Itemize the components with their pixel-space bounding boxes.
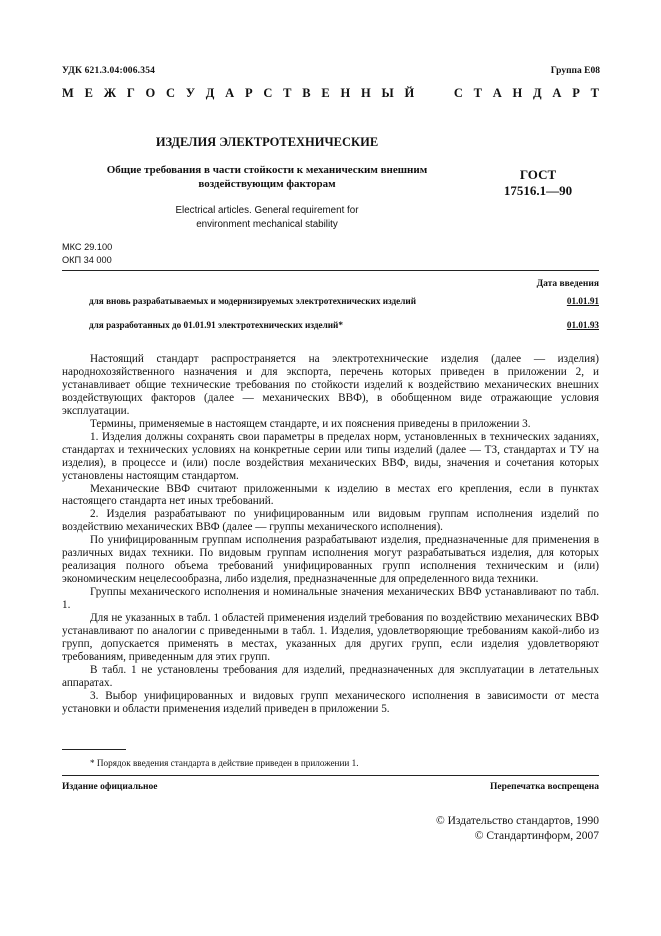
banner-letter: Н [361, 86, 371, 100]
banner-letter: М [62, 86, 74, 100]
udk-code: УДК 621.3.04:006.354 [62, 66, 156, 76]
body-text [62, 353, 599, 716]
banner-letter: С [453, 86, 463, 100]
introduction-row-1 [89, 296, 599, 306]
introduction-date-label: Дата введения [536, 279, 599, 289]
edition-label: Издание официальное [62, 782, 158, 792]
okp-code: ОКП 34 000 [62, 255, 112, 265]
paragraph: Механические ВВФ считают приложенными к изделию в местах его крепления, если в пунктах настоящего стандарта нет иных требований. [62, 482, 599, 508]
classification-codes [62, 241, 112, 267]
english-title-line-1: Electrical articles. General requirement for [175, 205, 359, 216]
gost-number: 17516.1—90 [503, 183, 573, 198]
paragraph: 1. Изделия должны сохранять свои параметры в пределах норм, установленных в технических заданиях, стандартах и технических условиях на конкретные серии или типы изделий (далее — ТЗ, стандартах и ТУ на изделия), в процессе и (или) после воздействия механических ВВФ, виды, значения и сочетания которых установлены настоящим стандартом. [62, 430, 599, 482]
document-title: ИЗДЕЛИЯ ЭЛЕКТРОТЕХНИЧЕСКИЕ [155, 135, 379, 149]
subtitle-line-2: воздействующим факторам [198, 178, 336, 190]
paragraph: Настоящий стандарт распространяется на электротехнические изделия (далее — изделия) народнохозяйственного назначения и для экспорта, перечень которых приведен в приложении 2, и устанавливает общие технические требования по стойкости изделий к воздействию механических внешних воздействующих факторов (далее — механических ВВФ), в обобщенном виде отражающие условия эксплуатации. [62, 353, 599, 417]
standard-type-banner [62, 86, 599, 101]
banner-letter: С [166, 86, 176, 100]
introduction-row-2 [89, 320, 599, 330]
banner-letter: Е [84, 86, 93, 100]
banner-letter: Й [404, 86, 415, 100]
paragraph: 3. Выбор унифицированных и видовых групп механического исполнения в зависимости от места установки и области применения изделий приведен в приложении 5. [62, 689, 599, 715]
banner-letter: Ж [103, 86, 117, 100]
group-code: Группа Е08 [550, 66, 600, 76]
banner-letter: А [552, 86, 562, 100]
banner-letter: Н [512, 86, 523, 100]
copyright [436, 814, 599, 844]
banner-letter: Т [283, 86, 292, 100]
reprint-notice: Перепечатка воспрещена [489, 782, 599, 792]
english-title-line-2: environment mechanical stability [196, 219, 338, 230]
introduction-row-1-date: 01.01.91 [566, 296, 599, 306]
gost-designation [488, 167, 588, 199]
banner-letter: В [302, 86, 311, 100]
english-title [62, 204, 472, 232]
banner-letter: Н [340, 86, 351, 100]
banner-letter: А [492, 86, 502, 100]
mks-code: МКС 29.100 [62, 242, 113, 252]
introduction-row-2-text: для разработанных до 01.01.91 электротехнических изделий* [89, 320, 343, 330]
paragraph: Термины, применяемые в настоящем стандарте, и их пояснения приведены в приложении 3. [90, 417, 531, 430]
divider-bottom [62, 775, 599, 776]
banner-letter: Г [126, 86, 135, 100]
banner-letter: Д [533, 86, 542, 100]
banner-letter: С [263, 86, 273, 100]
banner-letter: Ы [381, 86, 394, 100]
paragraph: Для не указанных в табл. 1 областей применения изделий требования по воздействию механических ВВФ устанавливают по аналогии с приведенными в табл. 1. Изделия, удовлетворяющие требованиям какой-либо из групп, допускается применять в местах, указанных для других групп, если изделия удовлетворяют требованиям, приведенным для этих групп. [62, 612, 599, 663]
banner-letter: Р [572, 86, 580, 100]
subtitle-line-1: Общие требования в части стойкости к механическим внешним [106, 164, 428, 176]
gost-label: ГОСТ [519, 167, 557, 182]
copyright-line-1: © Издательство стандартов, 1990 [435, 815, 599, 827]
banner-letter: Т [473, 86, 482, 100]
divider-top [62, 270, 599, 271]
paragraph: По унифицированным группам исполнения разрабатывают изделия, предназначенные для применения в различных видах техники. По видовым группам исполнения могут разрабатываться изделия, для которых реализация полного объема требований унифицированных групп исполнения техническим и (или) экономическим нецелесообразна, либо изделия, предназначенные для определенного вида техники. [62, 534, 599, 586]
banner-letter: А [225, 86, 235, 100]
footnote: * Порядок введения стандарта в действие приведен в приложении 1. [90, 758, 359, 768]
footnote-separator [62, 749, 126, 750]
paragraph: 2. Изделия разрабатывают по унифицированным или видовым группам исполнения изделий по воздействию механических ВВФ (далее — группы механического исполнения). [62, 508, 599, 534]
banner-letter: Р [244, 86, 253, 100]
banner-letter: О [145, 86, 156, 100]
introduction-row-1-text: для вновь разрабатываемых и модернизируемых электротехнических изделий [89, 296, 416, 306]
banner-letter: У [185, 86, 196, 100]
paragraph: В табл. 1 не установлены требования для изделий, предназначенных для эксплуатации в летательных аппаратах. [62, 663, 599, 689]
banner-letter: Е [321, 86, 330, 100]
banner-letter: Т [590, 86, 599, 100]
introduction-row-2-date: 01.01.93 [566, 320, 599, 330]
document-subtitle [62, 163, 472, 191]
paragraph: Группы механического исполнения и номинальные значения механических ВВФ устанавливают по табл. 1. [62, 586, 599, 612]
copyright-line-2: © Стандартинформ, 2007 [474, 830, 599, 842]
banner-letter: Д [205, 86, 215, 100]
